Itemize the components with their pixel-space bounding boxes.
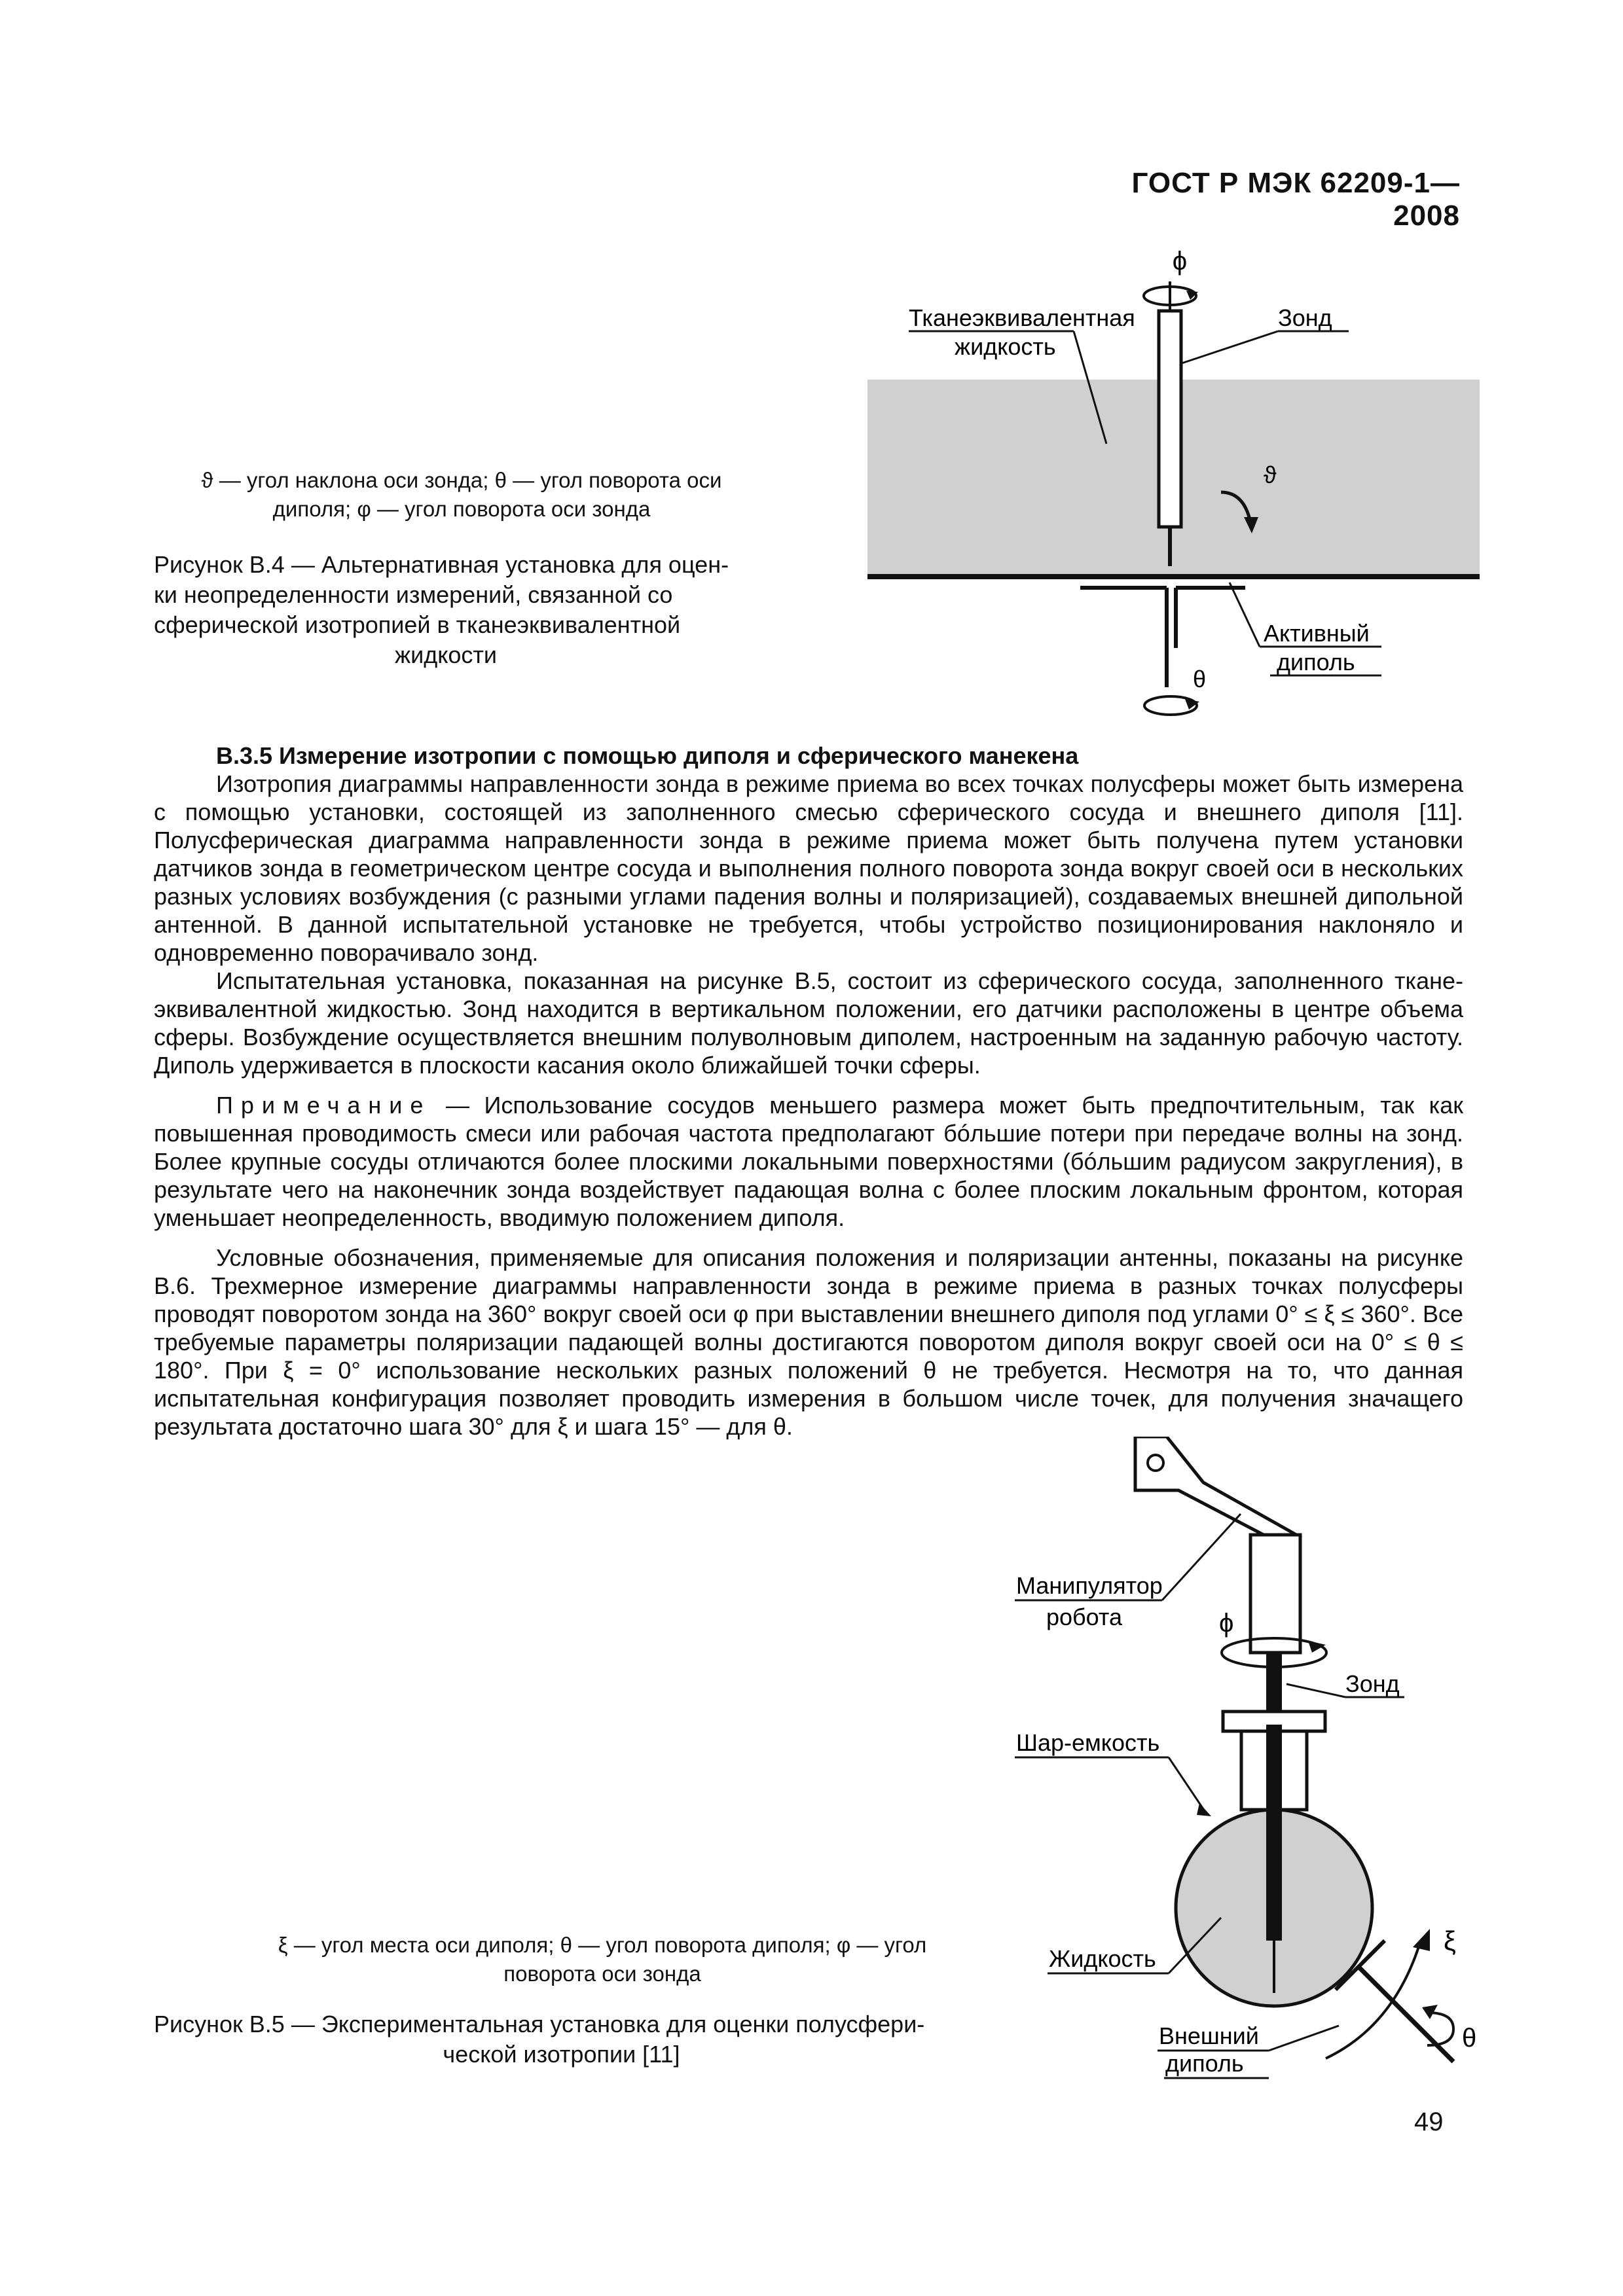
- figure-b4-phi-symbol: ϕ: [1172, 247, 1188, 276]
- figure-b5-phi-symbol: ϕ: [1219, 1609, 1234, 1638]
- probe-leader-line: [1286, 1684, 1345, 1697]
- figure-b5-sphere-label: Шар-емкость: [1016, 1729, 1160, 1756]
- figure-b5-caption-line2: ческой изотропии [11]: [443, 2041, 680, 2068]
- figure-b4-legend: [167, 466, 756, 524]
- figure-b5-liquid-label: Жидкость: [1049, 1945, 1156, 1972]
- figure-b5-legend-line1: ξ — угол места оси диполя; θ — угол поворота диполя; φ — угол: [278, 1933, 927, 1957]
- figure-b4-theta-symbol: θ: [1193, 666, 1207, 692]
- section-body: [154, 742, 1463, 1441]
- figure-b4-caption-line2: ки неопределенности измерений, связанной со: [154, 581, 673, 608]
- page-number: 49: [1414, 2108, 1444, 2136]
- figure-b4-liquid-label-line2: жидкость: [955, 333, 1056, 360]
- figure-b4-dipole-label-line1: Активный: [1264, 620, 1370, 647]
- figure-b4-legend-line2: диполя; φ — угол поворота оси зонда: [272, 497, 651, 521]
- figure-b5-diagram: [995, 1437, 1493, 2111]
- figure-b5-manipulator-label-line1: Манипулятор: [1016, 1572, 1163, 1599]
- figure-b4-caption-line4: жидкости: [395, 641, 497, 668]
- note-label: Примечание: [216, 1092, 431, 1119]
- figure-b4-caption-line1: Рисунок В.4 — Альтернативная установка для оцен-: [154, 551, 729, 578]
- figure-b5-caption-line1: Рисунок В.5 — Экспериментальная установка для оценки полусфери-: [154, 2011, 925, 2037]
- dipole-leader-line: [1230, 583, 1260, 647]
- section-heading: В.3.5 Измерение изотропии с помощью диполя и сферического манекена: [216, 742, 1079, 769]
- figure-b5-xi-symbol: ξ: [1444, 1926, 1456, 1956]
- figure-b5-dipole-label-line1: Внешний: [1159, 2022, 1259, 2049]
- figure-b4-dipole-label-line2: диполь: [1277, 649, 1355, 675]
- note-text: — Использование сосудов меньшего размера может быть предпочтительным, так как повышенная проводимость смеси или рабочая частота предполагают бóльшие потери при передаче волны на зонд. Более крупные сосуды отличаются более плоскими локальными поверхностями (бóльшим радиусом закругления), в результате чего на наконечник зонда воздействует падающая волна с более плоским локальным фронтом, которая уменьшает неопределенность, вводимую положением диполя.: [154, 1092, 1463, 1231]
- manipulator-leader-line: [1162, 1514, 1241, 1600]
- figure-b4-probe-label: Зонд: [1278, 304, 1332, 331]
- dipole-leader-line: [1269, 2026, 1339, 2051]
- figure-b5-caption: [154, 2009, 969, 2070]
- section-note: [154, 1091, 1463, 1232]
- section-paragraph-3: Условные обозначения, применяемые для описания положения и поляризации антенны, показаны на рисунке В.6. Трехмерное измерение диаграммы направленности зонда в режиме приема в разных точках полусферы проводят поворотом зонда на 360° вокруг своей оси φ при выставлении внешнего диполя под углами 0° ≤ ξ ≤ 360°. Все требуемые параметры поляризации падающей волны достигаются поворотом диполя вокруг своей оси на 0° ≤ θ ≤ 180°. При ξ = 0° использование нескольких разных положений θ не требуется. Несмотря на то, что данная испытательная конфигурация позволяет проводить измерения в большом числе точек, для получения значащего результата достаточно шага 30° для ξ и шага 15° — для θ.: [154, 1244, 1463, 1440]
- figure-b4-legend-line1: ϑ — угол наклона оси зонда; θ — угол поворота оси: [201, 468, 722, 492]
- section-paragraph-2: Испытательная установка, показанная на рисунке В.5, состоит из сферического сосуда, заполненного тканеэквивалентной жидкостью. Зонд находится в вертикальном положении, его датчики расположены в центре объема сферы. Возбуждение осуществляется внешним полуволновым диполем, настроенным на заданную рабочую частоту. Диполь удерживается в плоскости касания около ближайшей точки сферы.: [154, 967, 1463, 1079]
- figure-b5-legend: [249, 1931, 956, 1988]
- probe-leader-line: [1182, 331, 1278, 363]
- manipulator-holder: [1250, 1535, 1300, 1653]
- figure-b4-caption-line3: сферической изотропией в тканеэквивалентной: [154, 611, 681, 638]
- figure-b5-manipulator-label-line2: робота: [1046, 1604, 1122, 1630]
- figure-b5-probe-label: Зонд: [1345, 1670, 1400, 1697]
- figure-b4-liquid-label-line1: Тканеэквивалентная: [909, 304, 1135, 331]
- document-standard-header: ГОСТ Р МЭК 62209-1—2008: [1131, 167, 1460, 232]
- probe-body: [1159, 311, 1181, 527]
- sphere-leader-line: [1169, 1757, 1205, 1811]
- figure-b5-theta-symbol: θ: [1462, 2024, 1477, 2053]
- figure-b4-caption: [154, 550, 738, 670]
- figure-b4-vartheta-symbol: ϑ: [1264, 461, 1277, 488]
- figure-b4-diagram: [812, 236, 1493, 733]
- figure-b5-legend-line2: поворота оси зонда: [503, 1962, 701, 1986]
- figure-b5-dipole-label-line2: диполь: [1165, 2050, 1244, 2077]
- section-paragraph-1: Изотропия диаграммы направленности зонда в режиме приема во всех точках полусферы может быть измерена с помощью установки, состоящей из заполненного смесью сферического сосуда и внешнего диполя [11]. Полусферическая диаграмма направленности зонда в режиме приема может быть получена путем установки датчиков зонда в геометрическом центре сосуда и выполнения полного поворота зонда вокруг своей оси в нескольких разных условиях возбуждения (с разными углами падения волны и поляризацией), создаваемых внешней дипольной антенной. В данной испытательной установке не требуется, чтобы устройство позиционирования наклоняло и одновременно поворачивало зонд.: [154, 770, 1463, 966]
- robot-manipulator-arm: [1135, 1437, 1296, 1535]
